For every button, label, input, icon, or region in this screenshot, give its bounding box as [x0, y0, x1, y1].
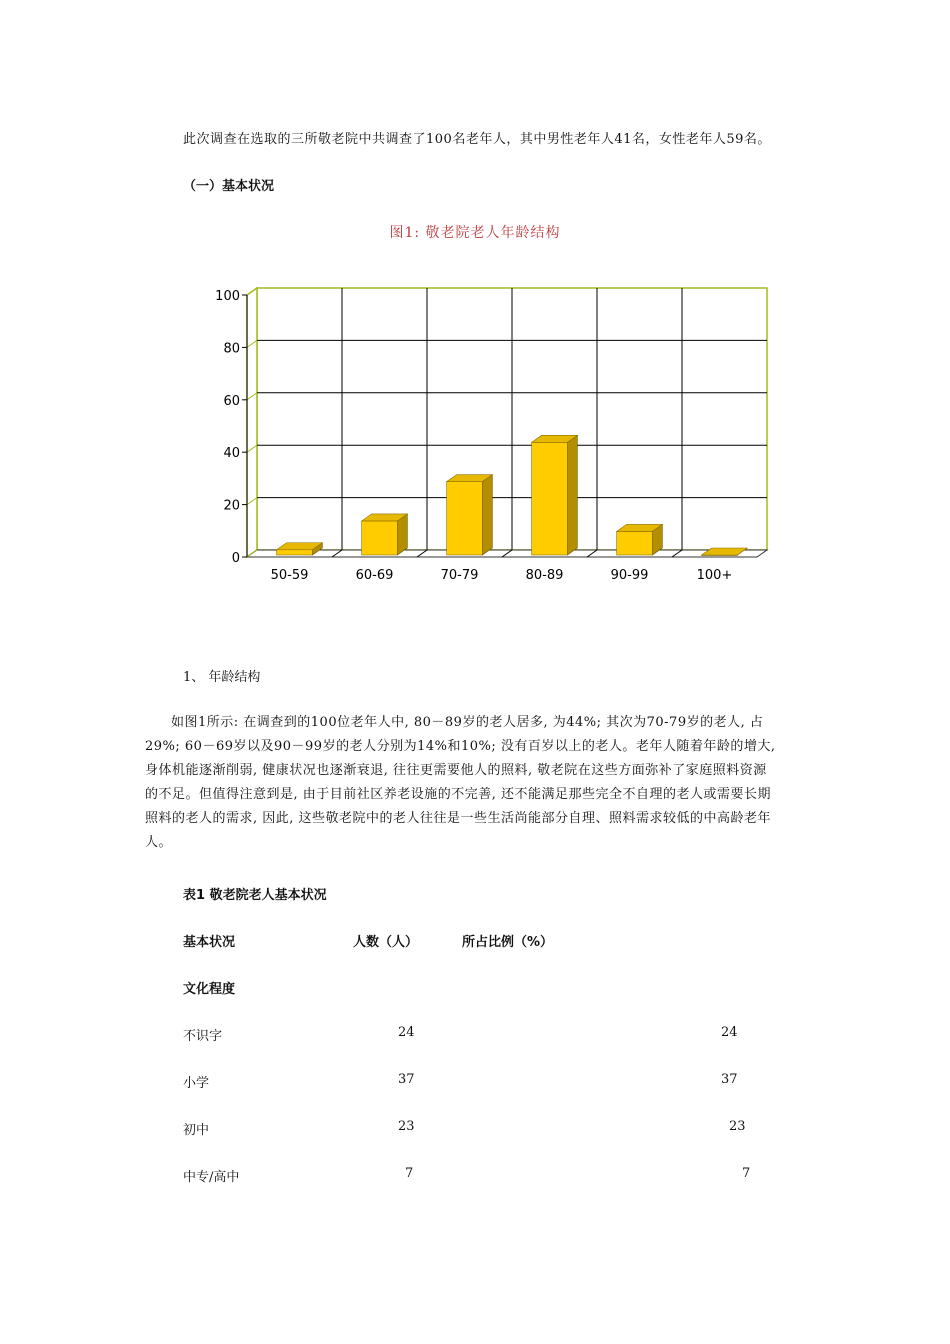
table-header-status: 基本状况	[183, 935, 236, 950]
age-bar-chart	[215, 280, 785, 580]
y-tick-label: 100	[215, 289, 240, 304]
paragraph-line: 身体机能逐渐削弱, 健康状况也逐渐衰退, 往往更需要他人的照料, 敬老院在这些方面弥补了家庭照料资源	[145, 763, 767, 778]
paragraph-line: 29%; 60－69岁以及90－99岁的老人分别为14%和10%; 没有百岁以上的老人。老年人随着年龄的增大,	[145, 739, 776, 754]
table-row-label: 不识字	[183, 1029, 223, 1044]
bar	[447, 475, 493, 555]
chart-y-axis-ticks	[215, 289, 240, 566]
figure-caption: 图1: 敬老院老人年龄结构	[389, 225, 561, 241]
y-tick-label: 0	[231, 551, 240, 566]
section-heading: （一）基本状况	[183, 179, 275, 194]
table-row-percent: 7	[742, 1166, 751, 1181]
table-group-education: 文化程度	[183, 982, 236, 997]
bar	[362, 514, 408, 555]
table-row-count: 7	[405, 1166, 414, 1181]
table-row-percent: 24	[721, 1025, 738, 1040]
table-header-percent: 所占比例（%）	[462, 935, 554, 950]
age-structure-paragraph	[145, 711, 805, 855]
bar-side	[567, 435, 577, 555]
bar-front	[617, 531, 653, 555]
chart-grid	[242, 288, 767, 557]
bar-front	[277, 550, 313, 555]
chart-x-axis-ticks	[271, 568, 733, 580]
y-tick-label: 40	[223, 446, 240, 462]
y-tick-label: 60	[223, 393, 240, 409]
y-tick-label: 20	[223, 498, 240, 514]
table-row-label: 中专/高中	[183, 1170, 240, 1185]
paragraph-line: 的不足。但值得注意到是, 由于目前社区养老设施的不完善, 还不能满足那些完全不自理的老人或需要长期	[145, 787, 772, 802]
table-row-percent: 37	[721, 1072, 738, 1087]
bar-front	[362, 521, 398, 555]
bar	[532, 435, 578, 555]
x-tick-label: 80-89	[525, 568, 564, 580]
x-tick-label: 100+	[696, 568, 733, 580]
plot-left-wall	[247, 288, 257, 557]
bar-side	[482, 475, 492, 555]
table-row-count: 37	[398, 1072, 415, 1087]
bar	[277, 543, 323, 555]
x-tick-label: 50-59	[270, 568, 309, 580]
bar	[617, 524, 663, 555]
table-row-label: 初中	[183, 1123, 210, 1138]
table-row-count: 24	[398, 1025, 415, 1040]
age-structure-heading: 1、 年龄结构	[183, 670, 261, 685]
table-row-count: 23	[398, 1119, 415, 1134]
table-header-count: 人数（人）	[353, 935, 419, 950]
table-row-percent: 23	[729, 1119, 746, 1134]
bar-front	[447, 482, 483, 555]
paragraph-line: 人。	[145, 835, 173, 850]
y-tick-label: 80	[223, 341, 240, 357]
intro-text: 此次调查在选取的三所敬老院中共调查了100名老年人，其中男性老年人41名，女性老年人59名。	[183, 132, 771, 147]
x-tick-label: 70-79	[440, 568, 479, 580]
x-tick-label: 60-69	[355, 568, 394, 580]
bar-front	[532, 442, 568, 555]
table-title: 表1 敬老院老人基本状况	[183, 888, 327, 903]
paragraph-line: 如图1所示: 在调查到的100位老年人中, 80－89岁的老人居多, 为44%; 其次为70-79岁的老人, 占	[171, 715, 764, 730]
x-tick-label: 90-99	[610, 568, 649, 580]
paragraph-line: 照料的老人的需求, 因此, 这些敬老院中的老人往往是一些生活尚能部分自理、照料需求较低的中高龄老年	[145, 811, 772, 826]
table-row-label: 小学	[183, 1076, 210, 1091]
